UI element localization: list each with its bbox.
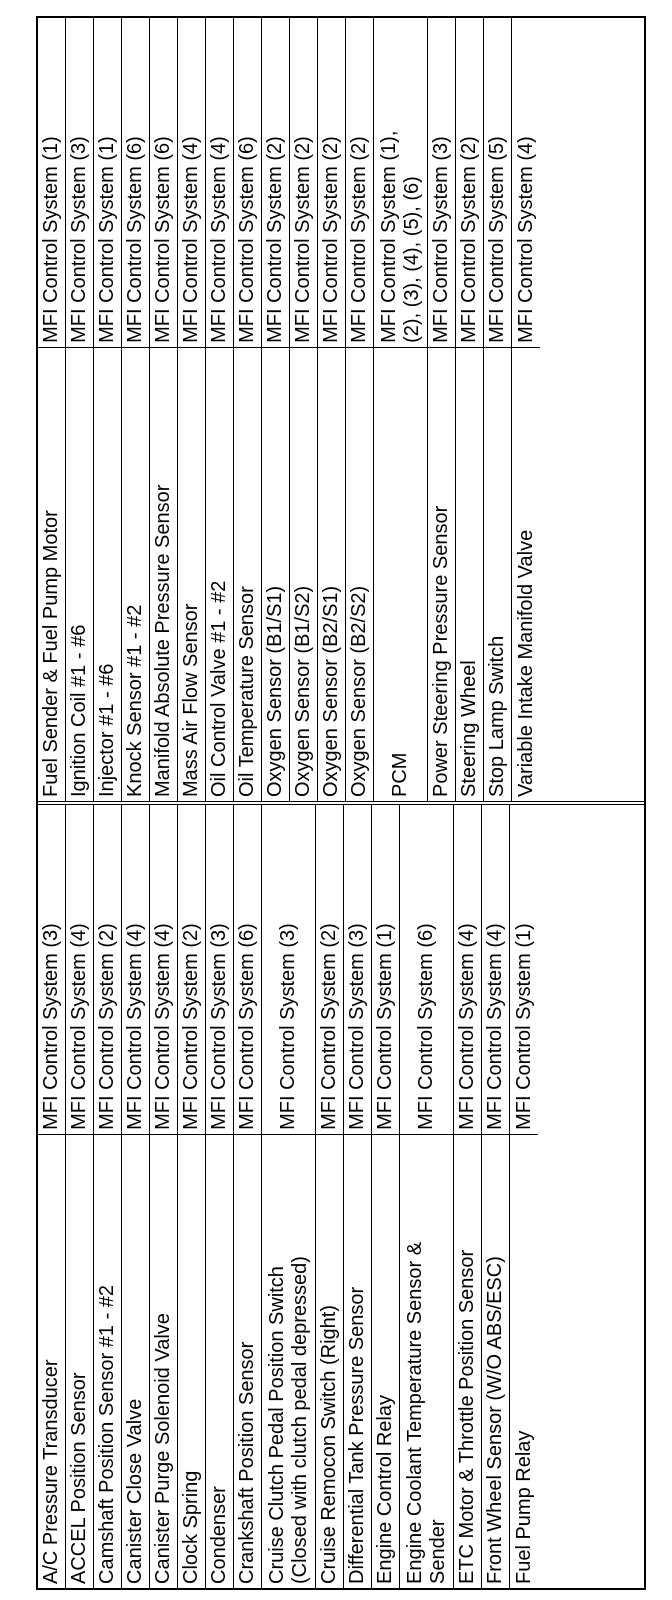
table-row — [484, 18, 512, 801]
right-column-group — [38, 18, 644, 801]
table-row — [234, 18, 262, 801]
system-reference-cell: MFI Control System (3) — [430, 136, 452, 343]
system-reference-cell: MFI Control System (4) — [152, 923, 174, 1130]
system-reference-cell: MFI Control System (4) — [68, 923, 90, 1130]
table-row — [456, 18, 484, 801]
table-row — [316, 805, 344, 1588]
table-row — [482, 805, 510, 1588]
component-name-cell: Fuel Sender & Fuel Pump Motor — [38, 347, 65, 801]
system-reference-cell: MFI Control System (2) — [180, 923, 202, 1130]
table-row — [150, 805, 178, 1588]
system-reference-cell: MFI Control System (6) — [236, 136, 258, 343]
system-reference-cell: MFI Control System (2) — [96, 923, 118, 1130]
system-reference-cell: MFI Control System (6) — [152, 136, 174, 343]
component-name-cell: Condenser — [206, 1134, 233, 1588]
table-row — [344, 805, 372, 1588]
table-row — [178, 805, 206, 1588]
component-name-cell: Oxygen Sensor (B1/S1) — [262, 347, 289, 801]
table-row — [66, 18, 94, 801]
system-reference-cell: MFI Control System (2) — [292, 136, 314, 343]
table-row — [428, 18, 456, 801]
component-name-cell: ACCEL Position Sensor — [66, 1134, 93, 1588]
table-row — [38, 18, 66, 801]
table-row — [262, 805, 316, 1588]
table-row — [94, 805, 122, 1588]
system-reference-cell: MFI Control System (1) — [374, 923, 396, 1130]
system-reference-cell: MFI Control System (1) — [512, 923, 535, 1130]
table-row — [66, 805, 94, 1588]
system-reference-cell: MFI Control System (2) — [458, 136, 480, 343]
component-name-cell: Clock Spring — [178, 1134, 205, 1588]
system-reference-cell: MFI Control System (4) — [514, 136, 537, 343]
system-reference-cell: MFI Control System (6) — [236, 923, 258, 1130]
component-name-cell: Canister Purge Solenoid Valve — [150, 1134, 177, 1588]
table-row — [38, 805, 66, 1588]
table-row — [262, 18, 290, 801]
component-name-cell: Fuel Pump Relay — [510, 1134, 538, 1588]
table-row — [400, 805, 454, 1588]
system-reference-cell: MFI Control System (2) — [264, 136, 286, 343]
system-reference-cell: MFI Control System (3) — [40, 923, 62, 1130]
component-name-cell: Mass Air Flow Sensor — [178, 347, 205, 801]
system-reference-cell: MFI Control System (2) — [320, 136, 342, 343]
system-reference-cell: MFI Control System (1) — [40, 136, 62, 343]
table-row — [372, 805, 400, 1588]
system-reference-cell: MFI Control System (3) — [277, 923, 299, 1130]
table-row — [150, 18, 178, 801]
table-row — [454, 805, 482, 1588]
component-name-cell: Variable Intake Manifold Valve — [512, 347, 540, 801]
system-reference-cell: MFI Control System (6) — [124, 136, 146, 343]
table-row — [94, 18, 122, 801]
system-reference-cell: MFI Control System (2) — [348, 136, 370, 343]
component-name-cell: Oil Temperature Sensor — [234, 347, 261, 801]
component-name-cell: Stop Lamp Switch — [484, 347, 511, 801]
system-reference-cell: MFI Control System (3) — [68, 136, 90, 343]
table-row — [374, 18, 428, 801]
component-name-cell: Power Steering Pressure Sensor — [428, 347, 455, 801]
system-reference-cell: MFI Control System (3) — [346, 923, 368, 1130]
system-reference-cell: MFI Control System (4) — [208, 136, 230, 343]
system-reference-cell: MFI Control System (4) — [124, 923, 146, 1130]
component-index-table — [36, 16, 646, 1590]
component-name-cell: Engine Control Relay — [372, 1134, 399, 1588]
component-name-cell: Camshaft Position Sensor #1 - #2 — [94, 1134, 121, 1588]
table-row — [510, 805, 538, 1588]
component-name-cell: Front Wheel Sensor (W/O ABS/ESC) — [482, 1134, 509, 1588]
component-name-cell: Steering Wheel — [456, 347, 483, 801]
component-name-cell: Manifold Absolute Pressure Sensor — [150, 347, 177, 801]
system-reference-cell: MFI Control System (1) — [96, 136, 118, 343]
component-name-cell: Cruise Clutch Pedal Position Switch (Closed with clutch pedal depressed) — [262, 1134, 315, 1588]
component-name-cell: A/C Pressure Transducer — [38, 1134, 65, 1588]
system-reference-cell: MFI Control System (4) — [456, 923, 478, 1130]
table-row — [234, 805, 262, 1588]
component-name-cell: Oxygen Sensor (B1/S2) — [290, 347, 317, 801]
left-column-group — [38, 801, 644, 1588]
system-reference-cell: MFI Control System (3) — [208, 923, 230, 1130]
component-name-cell: Oxygen Sensor (B2/S1) — [318, 347, 345, 801]
component-name-cell: PCM — [374, 347, 427, 801]
component-name-cell: Differential Tank Pressure Sensor — [344, 1134, 371, 1588]
system-reference-cell: MFI Control System (4) — [180, 136, 202, 343]
component-name-cell: Canister Close Valve — [122, 1134, 149, 1588]
table-row — [318, 18, 346, 801]
component-name-cell: Engine Coolant Temperature Sensor & Sender — [400, 1134, 453, 1588]
table-row — [122, 18, 150, 801]
component-name-cell: Oil Control Valve #1 - #2 — [206, 347, 233, 801]
table-row — [206, 805, 234, 1588]
component-name-cell: Oxygen Sensor (B2/S2) — [346, 347, 373, 801]
table-row — [512, 18, 540, 801]
component-name-cell: Cruise Remocon Switch (Right) — [316, 1134, 343, 1588]
table-row — [122, 805, 150, 1588]
system-reference-cell: MFI Control System (2) — [318, 923, 340, 1130]
component-name-cell: Crankshaft Position Sensor — [234, 1134, 261, 1588]
component-name-cell: ETC Motor & Throttle Position Sensor — [454, 1134, 481, 1588]
table-row — [178, 18, 206, 801]
table-row — [290, 18, 318, 801]
system-reference-cell: MFI Control System (4) — [484, 923, 506, 1130]
component-name-cell: Injector #1 - #6 — [94, 347, 121, 801]
system-reference-cell: MFI Control System (5) — [486, 136, 508, 343]
system-reference-cell: MFI Control System (6) — [415, 923, 437, 1130]
table-row — [346, 18, 374, 801]
system-reference-cell: MFI Control System (1), (2), (3), (4), (5), (6) — [377, 130, 423, 343]
table-row — [206, 18, 234, 801]
component-name-cell: Knock Sensor #1 - #2 — [122, 347, 149, 801]
component-name-cell: Ignition Coil #1 - #6 — [66, 347, 93, 801]
